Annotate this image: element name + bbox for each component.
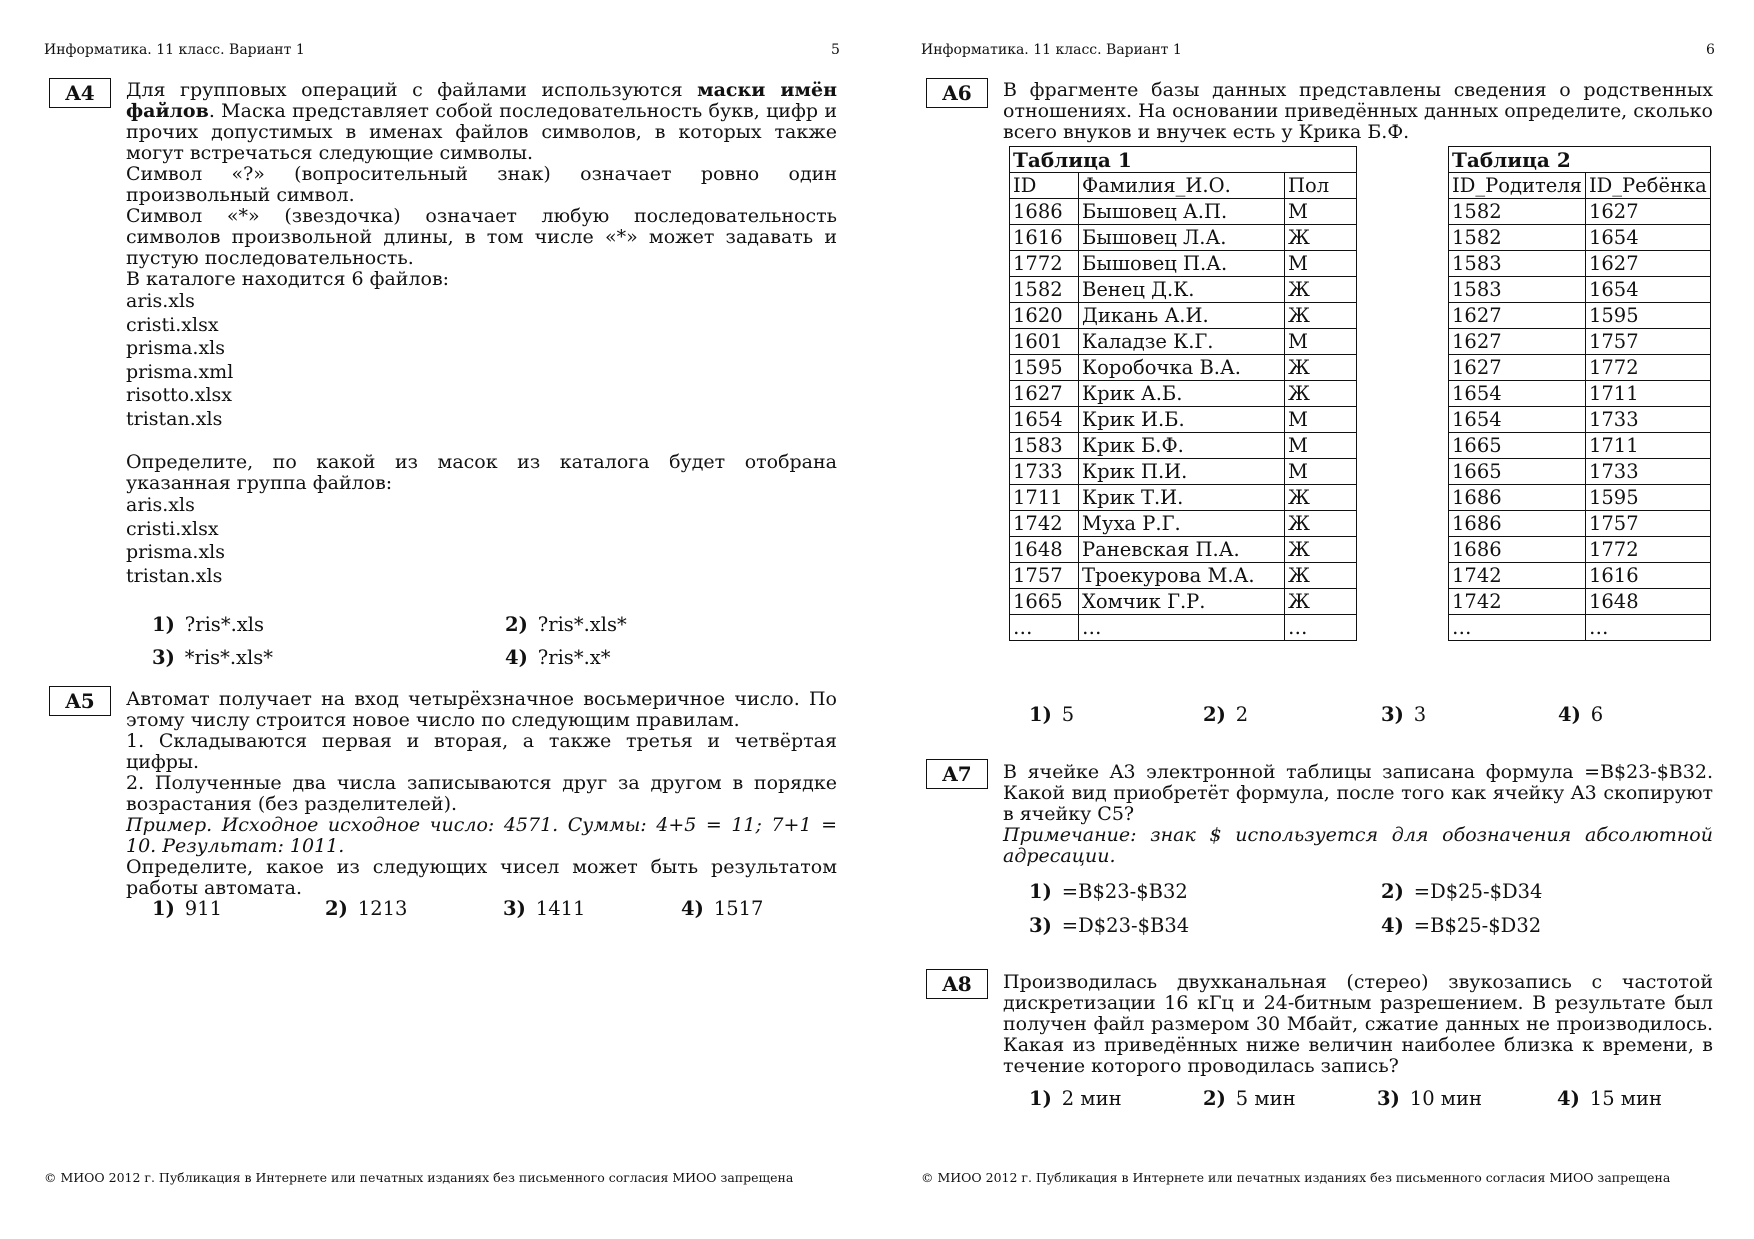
table-row — [1010, 589, 1357, 615]
table-row — [1010, 251, 1357, 277]
table-row — [1449, 511, 1711, 537]
selected-file-item: cristi.xlsx — [126, 517, 219, 540]
table-2 — [1448, 146, 1711, 641]
answer-option[interactable]: 3) 1411 — [503, 897, 586, 920]
cell-id: 1686 — [1010, 199, 1079, 225]
answer-option[interactable]: 1) 2 мин — [1029, 1087, 1122, 1110]
task-a7-body — [1003, 762, 1713, 867]
file-list-item: aris.xls — [126, 290, 195, 312]
cell-parent-id: 1665 — [1449, 459, 1586, 485]
table-row — [1010, 407, 1357, 433]
cell-child-id: 1772 — [1585, 537, 1710, 563]
task-a5-rule-2: 2. Полученные два числа записываются друг за другом в порядке возрастания (без разделителей). — [126, 772, 837, 815]
cell-name: Крик И.Б. — [1079, 407, 1285, 433]
table-row — [1010, 511, 1357, 537]
table-row — [1010, 433, 1357, 459]
task-a4-intro: Для групповых операций с файлами используются маски имён файлов. Маска представляет собой последовательность букв, цифр и прочих допустимых в именах файлов символов, в которых также могут встречаться следующие символы. — [126, 79, 837, 164]
cell-parent-id: 1665 — [1449, 433, 1586, 459]
answer-option[interactable]: 2) =D$25-$D34 — [1381, 880, 1543, 903]
cell-name: Хомчик Г.Р. — [1079, 589, 1285, 615]
answer-option[interactable]: 4) =B$25-$D32 — [1381, 914, 1542, 937]
cell-child-id: 1595 — [1585, 485, 1710, 511]
task-a4-body — [126, 80, 837, 588]
cell-child-id: 1733 — [1585, 459, 1710, 485]
cell-id: 1582 — [1010, 277, 1079, 303]
table-2-header-parent: ID_Родителя — [1449, 173, 1586, 199]
cell-parent-id: 1686 — [1449, 511, 1586, 537]
table-row — [1010, 381, 1357, 407]
table-row — [1449, 485, 1711, 511]
cell-sex: Ж — [1285, 485, 1357, 511]
page-header-title: Информатика. 11 класс. Вариант 1 — [921, 42, 1182, 58]
cell-id: 1595 — [1010, 355, 1079, 381]
table-row — [1449, 459, 1711, 485]
cell-id: 1665 — [1010, 589, 1079, 615]
answer-option[interactable]: 1) 911 — [152, 897, 223, 920]
table-2-caption: Таблица 2 — [1449, 147, 1711, 173]
task-a7-text: В ячейке A3 электронной таблицы записана формула =B$23-$B32. Какой вид приобретёт формула, после того как ячейку A3 скопируют в ячейку C5? — [1003, 761, 1713, 825]
cell-name: … — [1079, 615, 1285, 641]
file-list-item: prisma.xml — [126, 360, 234, 383]
task-a6-body — [1003, 80, 1713, 143]
cell-parent-id: 1686 — [1449, 485, 1586, 511]
table-row — [1449, 251, 1711, 277]
table-1 — [1009, 146, 1357, 641]
task-a4-keyword: маски имён файлов — [126, 79, 837, 122]
cell-child-id: 1627 — [1585, 251, 1710, 277]
page-header-title: Информатика. 11 класс. Вариант 1 — [44, 42, 305, 58]
task-a5-body — [126, 689, 837, 899]
cell-child-id: 1654 — [1585, 277, 1710, 303]
cell-sex: Ж — [1285, 355, 1357, 381]
cell-parent-id: 1654 — [1449, 407, 1586, 433]
task-a6-text: В фрагменте базы данных представлены сведения о родственных отношениях. На основании приведённых данных определите, сколько всего внуков и внучек есть у Крика Б.Ф. — [1003, 79, 1713, 143]
cell-id: 1772 — [1010, 251, 1079, 277]
table-row — [1010, 277, 1357, 303]
table-row — [1449, 329, 1711, 355]
cell-sex: Ж — [1285, 589, 1357, 615]
cell-sex: М — [1285, 329, 1357, 355]
cell-child-id: 1595 — [1585, 303, 1710, 329]
cell-id: … — [1010, 615, 1079, 641]
task-a4-symbol-q: Символ «?» (вопросительный знак) означает ровно один произвольный символ. — [126, 163, 837, 206]
cell-parent-id: 1627 — [1449, 329, 1586, 355]
cell-child-id: 1711 — [1585, 381, 1710, 407]
cell-name: Бышовец Л.А. — [1079, 225, 1285, 251]
page-footer: © МИОО 2012 г. Публикация в Интернете или печатных изданиях без письменного согласия МИОО запрещена — [44, 1170, 794, 1185]
table-row — [1449, 433, 1711, 459]
answer-option[interactable]: 2) ?ris*.xls* — [505, 613, 627, 636]
file-list-item: prisma.xls — [126, 337, 225, 359]
cell-sex: М — [1285, 459, 1357, 485]
answer-option[interactable]: 4) 15 мин — [1557, 1087, 1662, 1110]
task-a8-body — [1003, 972, 1713, 1077]
cell-name: Крик П.И. — [1079, 459, 1285, 485]
task-a5-question: Определите, какое из следующих чисел может быть результатом работы автомата. — [126, 856, 837, 899]
cell-child-id: 1648 — [1585, 589, 1710, 615]
answer-option[interactable]: 2) 5 мин — [1203, 1087, 1296, 1110]
table-row — [1449, 563, 1711, 589]
table-row — [1449, 537, 1711, 563]
table-row — [1010, 485, 1357, 511]
cell-name: Крик Т.И. — [1079, 485, 1285, 511]
file-list-item: risotto.xlsx — [126, 384, 233, 406]
cell-id: 1757 — [1010, 563, 1079, 589]
task-a5-rule-1: 1. Складываются первая и вторая, а также третья и четвёртая цифры. — [126, 730, 837, 773]
cell-name: Венец Д.К. — [1079, 277, 1285, 303]
task-tag-a7: A7 — [926, 759, 988, 789]
cell-parent-id: 1742 — [1449, 563, 1586, 589]
cell-name: Крик Б.Ф. — [1079, 433, 1285, 459]
task-a5-intro: Автомат получает на вход четырёхзначное восьмеричное число. По этому числу строится новое число по следующим правилам. — [126, 688, 837, 731]
table-row — [1010, 355, 1357, 381]
answer-option[interactable]: 3) =D$23-$B34 — [1029, 914, 1190, 937]
answer-option[interactable]: 2) 1213 — [325, 897, 408, 920]
cell-id: 1711 — [1010, 485, 1079, 511]
cell-sex: М — [1285, 199, 1357, 225]
task-tag-a4: A4 — [49, 78, 111, 108]
task-tag-a5: A5 — [49, 686, 111, 716]
cell-name: Троекурова М.А. — [1079, 563, 1285, 589]
cell-sex: М — [1285, 407, 1357, 433]
table-row — [1010, 563, 1357, 589]
answer-option[interactable]: 3) 10 мин — [1377, 1087, 1482, 1110]
table-row — [1449, 407, 1711, 433]
selected-file-item: tristan.xls — [126, 564, 223, 587]
table-row — [1449, 615, 1711, 641]
table-row — [1010, 615, 1357, 641]
cell-id: 1620 — [1010, 303, 1079, 329]
task-tag-a8: A8 — [926, 969, 988, 999]
table-row — [1010, 199, 1357, 225]
table-1-header-sex: Пол — [1285, 173, 1357, 199]
cell-child-id: 1627 — [1585, 199, 1710, 225]
selected-file-item: prisma.xls — [126, 541, 225, 563]
cell-name: Муха Р.Г. — [1079, 511, 1285, 537]
page-footer: © МИОО 2012 г. Публикация в Интернете или печатных изданиях без письменного согласия МИОО запрещена — [921, 1170, 1671, 1185]
cell-parent-id: … — [1449, 615, 1586, 641]
table-2-header-child: ID_Ребёнка — [1585, 173, 1710, 199]
answer-option[interactable]: 3) 3 — [1381, 703, 1427, 726]
table-row — [1010, 303, 1357, 329]
table-1-caption: Таблица 1 — [1010, 147, 1357, 173]
cell-sex: Ж — [1285, 537, 1357, 563]
cell-name: Бышовец А.П. — [1079, 199, 1285, 225]
table-row — [1010, 225, 1357, 251]
cell-parent-id: 1627 — [1449, 303, 1586, 329]
table-row — [1010, 459, 1357, 485]
cell-id: 1648 — [1010, 537, 1079, 563]
table-1-header-name: Фамилия_И.О. — [1079, 173, 1285, 199]
task-a5-example: Пример. Исходное исходное число: 4571. Суммы: 4+5 = 11; 7+1 = 10. Результат: 1011. — [126, 814, 837, 857]
task-a7-note: Примечание: знак $ используется для обозначения абсолютной адресации. — [1003, 824, 1713, 867]
cell-sex: Ж — [1285, 225, 1357, 251]
cell-id: 1627 — [1010, 381, 1079, 407]
cell-sex: Ж — [1285, 303, 1357, 329]
table-row — [1449, 381, 1711, 407]
answer-option[interactable]: 3) *ris*.xls* — [152, 646, 274, 669]
cell-parent-id: 1627 — [1449, 355, 1586, 381]
answer-option[interactable]: 2) 2 — [1203, 703, 1249, 726]
selected-file-item: aris.xls — [126, 494, 195, 516]
cell-name: Раневская П.А. — [1079, 537, 1285, 563]
cell-child-id: 1616 — [1585, 563, 1710, 589]
cell-child-id: 1757 — [1585, 511, 1710, 537]
cell-sex: Ж — [1285, 277, 1357, 303]
cell-id: 1616 — [1010, 225, 1079, 251]
task-tag-a6: A6 — [926, 78, 988, 108]
cell-parent-id: 1742 — [1449, 589, 1586, 615]
page-right — [877, 0, 1754, 1239]
answer-option[interactable]: 1) =B$23-$B32 — [1029, 880, 1188, 903]
task-a8-text: Производилась двухканальная (стерео) звукозапись с частотой дискретизации 16 кГц и 24-битным разрешением. В результате был получен файл размером 30 Мбайт, сжатие данных не производилось. Какая из приведённых ниже величин наиболее близка к времени, в течение которого проводилась запись? — [1003, 971, 1713, 1077]
file-list-item: tristan.xls — [126, 407, 223, 430]
cell-name: Коробочка В.А. — [1079, 355, 1285, 381]
cell-child-id: 1733 — [1585, 407, 1710, 433]
answer-option[interactable]: 4) 6 — [1558, 703, 1604, 726]
table-row — [1010, 329, 1357, 355]
cell-sex: Ж — [1285, 511, 1357, 537]
answer-option[interactable]: 1) 5 — [1029, 703, 1075, 726]
cell-id: 1733 — [1010, 459, 1079, 485]
cell-parent-id: 1583 — [1449, 277, 1586, 303]
cell-name: Каладзе К.Г. — [1079, 329, 1285, 355]
cell-sex: М — [1285, 251, 1357, 277]
task-a4-catalog-intro: В каталоге находится 6 файлов: — [126, 268, 450, 290]
cell-id: 1742 — [1010, 511, 1079, 537]
cell-parent-id: 1654 — [1449, 381, 1586, 407]
cell-sex: М — [1285, 433, 1357, 459]
cell-name: Дикань А.И. — [1079, 303, 1285, 329]
cell-id: 1654 — [1010, 407, 1079, 433]
table-row — [1449, 199, 1711, 225]
cell-sex: Ж — [1285, 381, 1357, 407]
cell-name: Крик А.Б. — [1079, 381, 1285, 407]
table-row — [1449, 589, 1711, 615]
table-row — [1449, 355, 1711, 381]
cell-name: Бышовец П.А. — [1079, 251, 1285, 277]
file-list-item: cristi.xlsx — [126, 313, 219, 336]
cell-child-id: 1654 — [1585, 225, 1710, 251]
cell-child-id: 1757 — [1585, 329, 1710, 355]
cell-sex: … — [1285, 615, 1357, 641]
cell-child-id: 1711 — [1585, 433, 1710, 459]
page-number: 6 — [1706, 42, 1715, 58]
table-row — [1449, 303, 1711, 329]
page-number: 5 — [831, 42, 840, 58]
table-row — [1449, 277, 1711, 303]
task-a4-question: Определите, по какой из масок из каталога будет отобрана указанная группа файлов: — [126, 451, 837, 494]
answer-option[interactable]: 1) ?ris*.xls — [152, 613, 265, 636]
table-1-header-id: ID — [1010, 173, 1079, 199]
cell-parent-id: 1583 — [1449, 251, 1586, 277]
cell-id: 1583 — [1010, 433, 1079, 459]
answer-option[interactable]: 4) ?ris*.x* — [505, 646, 611, 669]
cell-parent-id: 1582 — [1449, 199, 1586, 225]
table-row — [1449, 225, 1711, 251]
cell-child-id: 1772 — [1585, 355, 1710, 381]
cell-child-id: … — [1585, 615, 1710, 641]
answer-option[interactable]: 4) 1517 — [681, 897, 764, 920]
cell-parent-id: 1582 — [1449, 225, 1586, 251]
task-a4-symbol-star: Символ «*» (звездочка) означает любую последовательность символов произвольной длины, в том числе «*» может задавать и пустую последовательность. — [126, 205, 837, 269]
cell-sex: Ж — [1285, 563, 1357, 589]
table-row — [1010, 537, 1357, 563]
cell-parent-id: 1686 — [1449, 537, 1586, 563]
cell-id: 1601 — [1010, 329, 1079, 355]
